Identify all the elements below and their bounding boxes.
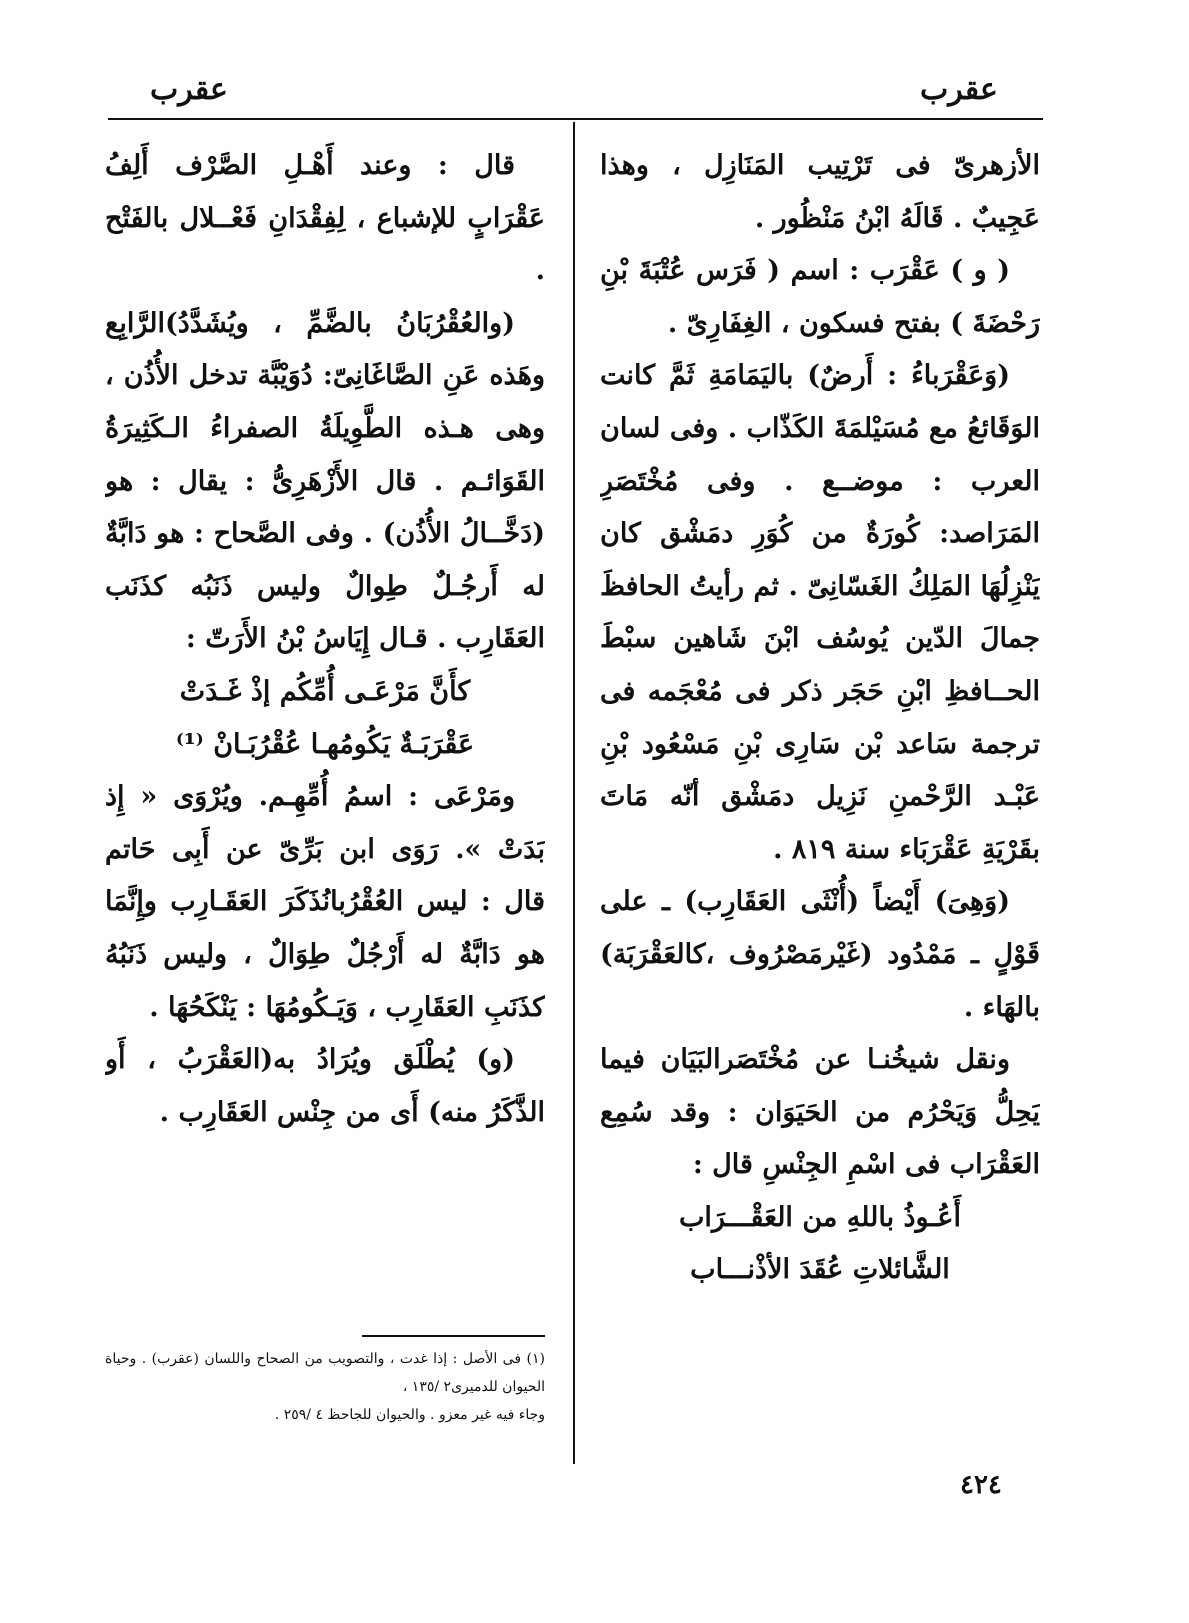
footnotes xyxy=(105,1345,545,1429)
paragraph: (والعُقْرُبَانُ بالضَّمِّ ، ويُشَدَّدُ)الرَّابِع وهَذه عَنِ الصَّاغَانِىّ: دُوَيْبَّة تدخل الأُذُن ، وهى هـذه الطَّوِيلَةُ الصفراءُ الـكَثِيرَةُ القَوَائـم . قال الأَزْهَرِىُّ : يقال : هو (دَخَّــالُ الأُذُن) . وفى الصَّحاح : هو دَابَّةٌ له أَرجُـلٌ طِوالٌ وليس ذَنَبُه كذَنَب العَقَارِب . قـال إِيَاسُ بْنُ الأَرَتّ : xyxy=(105,307,545,655)
footnote-line: (١) فى الأصل : إذا غدت ، والتصويب من الصحاح واللسان (عقرب) . وحياة الحيوان للدميرى٢ /١٣٥ ، xyxy=(105,1351,545,1395)
paragraph: (وَعَقْرَباءُ : أَرضٌ) باليَمَامَةِ ثَمَّ كانت الوَقَائعُ مع مُسَيْلمَةَ الكَذّاب . وفى لسان العرب : موضــع . وفى مُخْتَصَرِ المَرَاصد: كُورَةٌ من كُوَرِ دمَشْق كان يَنْزِلُهَا المَلِكُ الغَسّانِىّ . ثم رأيتُ الحافظَ جمالَ الدّين يُوسُف ابْنَ شَاهين سبْطَ الحــافظِ ابْنِ حَجَر ذكر فى مُعْجَمه فى ترجمة سَاعد بْن سَارِى بْنِ مَسْعُود بْنِ عَبْـد الرَّحْمنِ نَزِيل دمَشْق أنّه مَاتَ بقَرْيَةِ عَقْرَبَاء سنة ٨١٩ . xyxy=(600,360,1040,865)
running-head-right: عقرب xyxy=(920,72,998,107)
paragraph: (و) يُطْلَق ويُرَادُ به(العَقْرَبُ ، أَو الذَّكَرُ منه) أَى من جِنْس العَقَارِب . xyxy=(105,1044,545,1128)
paragraph: ونقل شيخُنـا عن مُخْتَصَرالبَيَان فيما يَحِلُّ وَيَحْرُم من الحَيَوَان : وقد سُمِع العَقْرَاب فى اسْمِ الجِنْسِ قال : xyxy=(600,1044,1040,1181)
paragraph: ( و ) عَقْرَب : اسم ( فَرَس عُتْبَةَ بْنِ رَحْضَةَ ) بفتح فسكون ، الغِفَارِىّ . xyxy=(600,255,1040,339)
footnote-line: وجاء فيه غير معزو . والحيوان للجاحظ ٤ /٢٥٩ . xyxy=(274,1407,545,1423)
verse-line: كأَنَّ مَرْعَـى أُمِّكُم إذْ غَـدَتْ xyxy=(179,675,471,707)
paragraph: قال : وعند أَهْـلِ الصَّرْف أَلِفُ عَقْرَابٍ للإشباع ، لِفِقْدَانِ فَعْــلال بالفَتْح . xyxy=(105,150,545,287)
header-rule xyxy=(108,118,1043,120)
paragraph: (وَهِىَ) أَيْضاً (أُنْثَى العَقَارِب) ـ على قَوْلٍ ـ مَمْدُود (غَيْرمَصْرُوف ،كالعَقْرَبَة) بالهَاء . xyxy=(600,886,1040,1023)
column-divider xyxy=(573,122,575,1464)
verse-line: الشَّائلاتِ عُقَدَ الأذْنـــاب xyxy=(690,1254,950,1286)
verse-line: أَعُـوذُ باللهِ من العَقْـــرَاب xyxy=(678,1201,962,1233)
footnote-rule xyxy=(362,1335,545,1337)
verse-line: عَقْرَبَـةٌ يَكُومُهـا عُقْرُبَـانْ ⁽¹⁾ xyxy=(175,728,475,760)
paragraph: الأزهرىّ فى تَرْتِيب المَنَازِل ، وهذا عَجِيبٌ . قَالَهُ ابْنُ مَنْظُور . xyxy=(600,150,1040,234)
left-column xyxy=(105,140,545,1325)
paragraph: ومَرْعَى : اسمُ أُمِّهِـم. ويُرْوَى « إِذ بَدَتْ ». رَوَى ابن بَرِّىّ عن أَبِى حَاتم قال : ليس العُقْرُبانُذَكَرَ العَقَـارِب وإِنَّمَا هو دَابَّةٌ له أَرْجُلٌ طِوَالٌ ، وليس ذَنَبُهُ كذَنَبِ العَقَارِب ، وَيَـكُومُهَا : يَنْكَحُهَا . xyxy=(105,781,545,1023)
running-head-left: عقرب xyxy=(150,72,228,107)
page-number: ٤٢٤ xyxy=(960,1470,1002,1500)
right-column xyxy=(600,140,1040,1470)
